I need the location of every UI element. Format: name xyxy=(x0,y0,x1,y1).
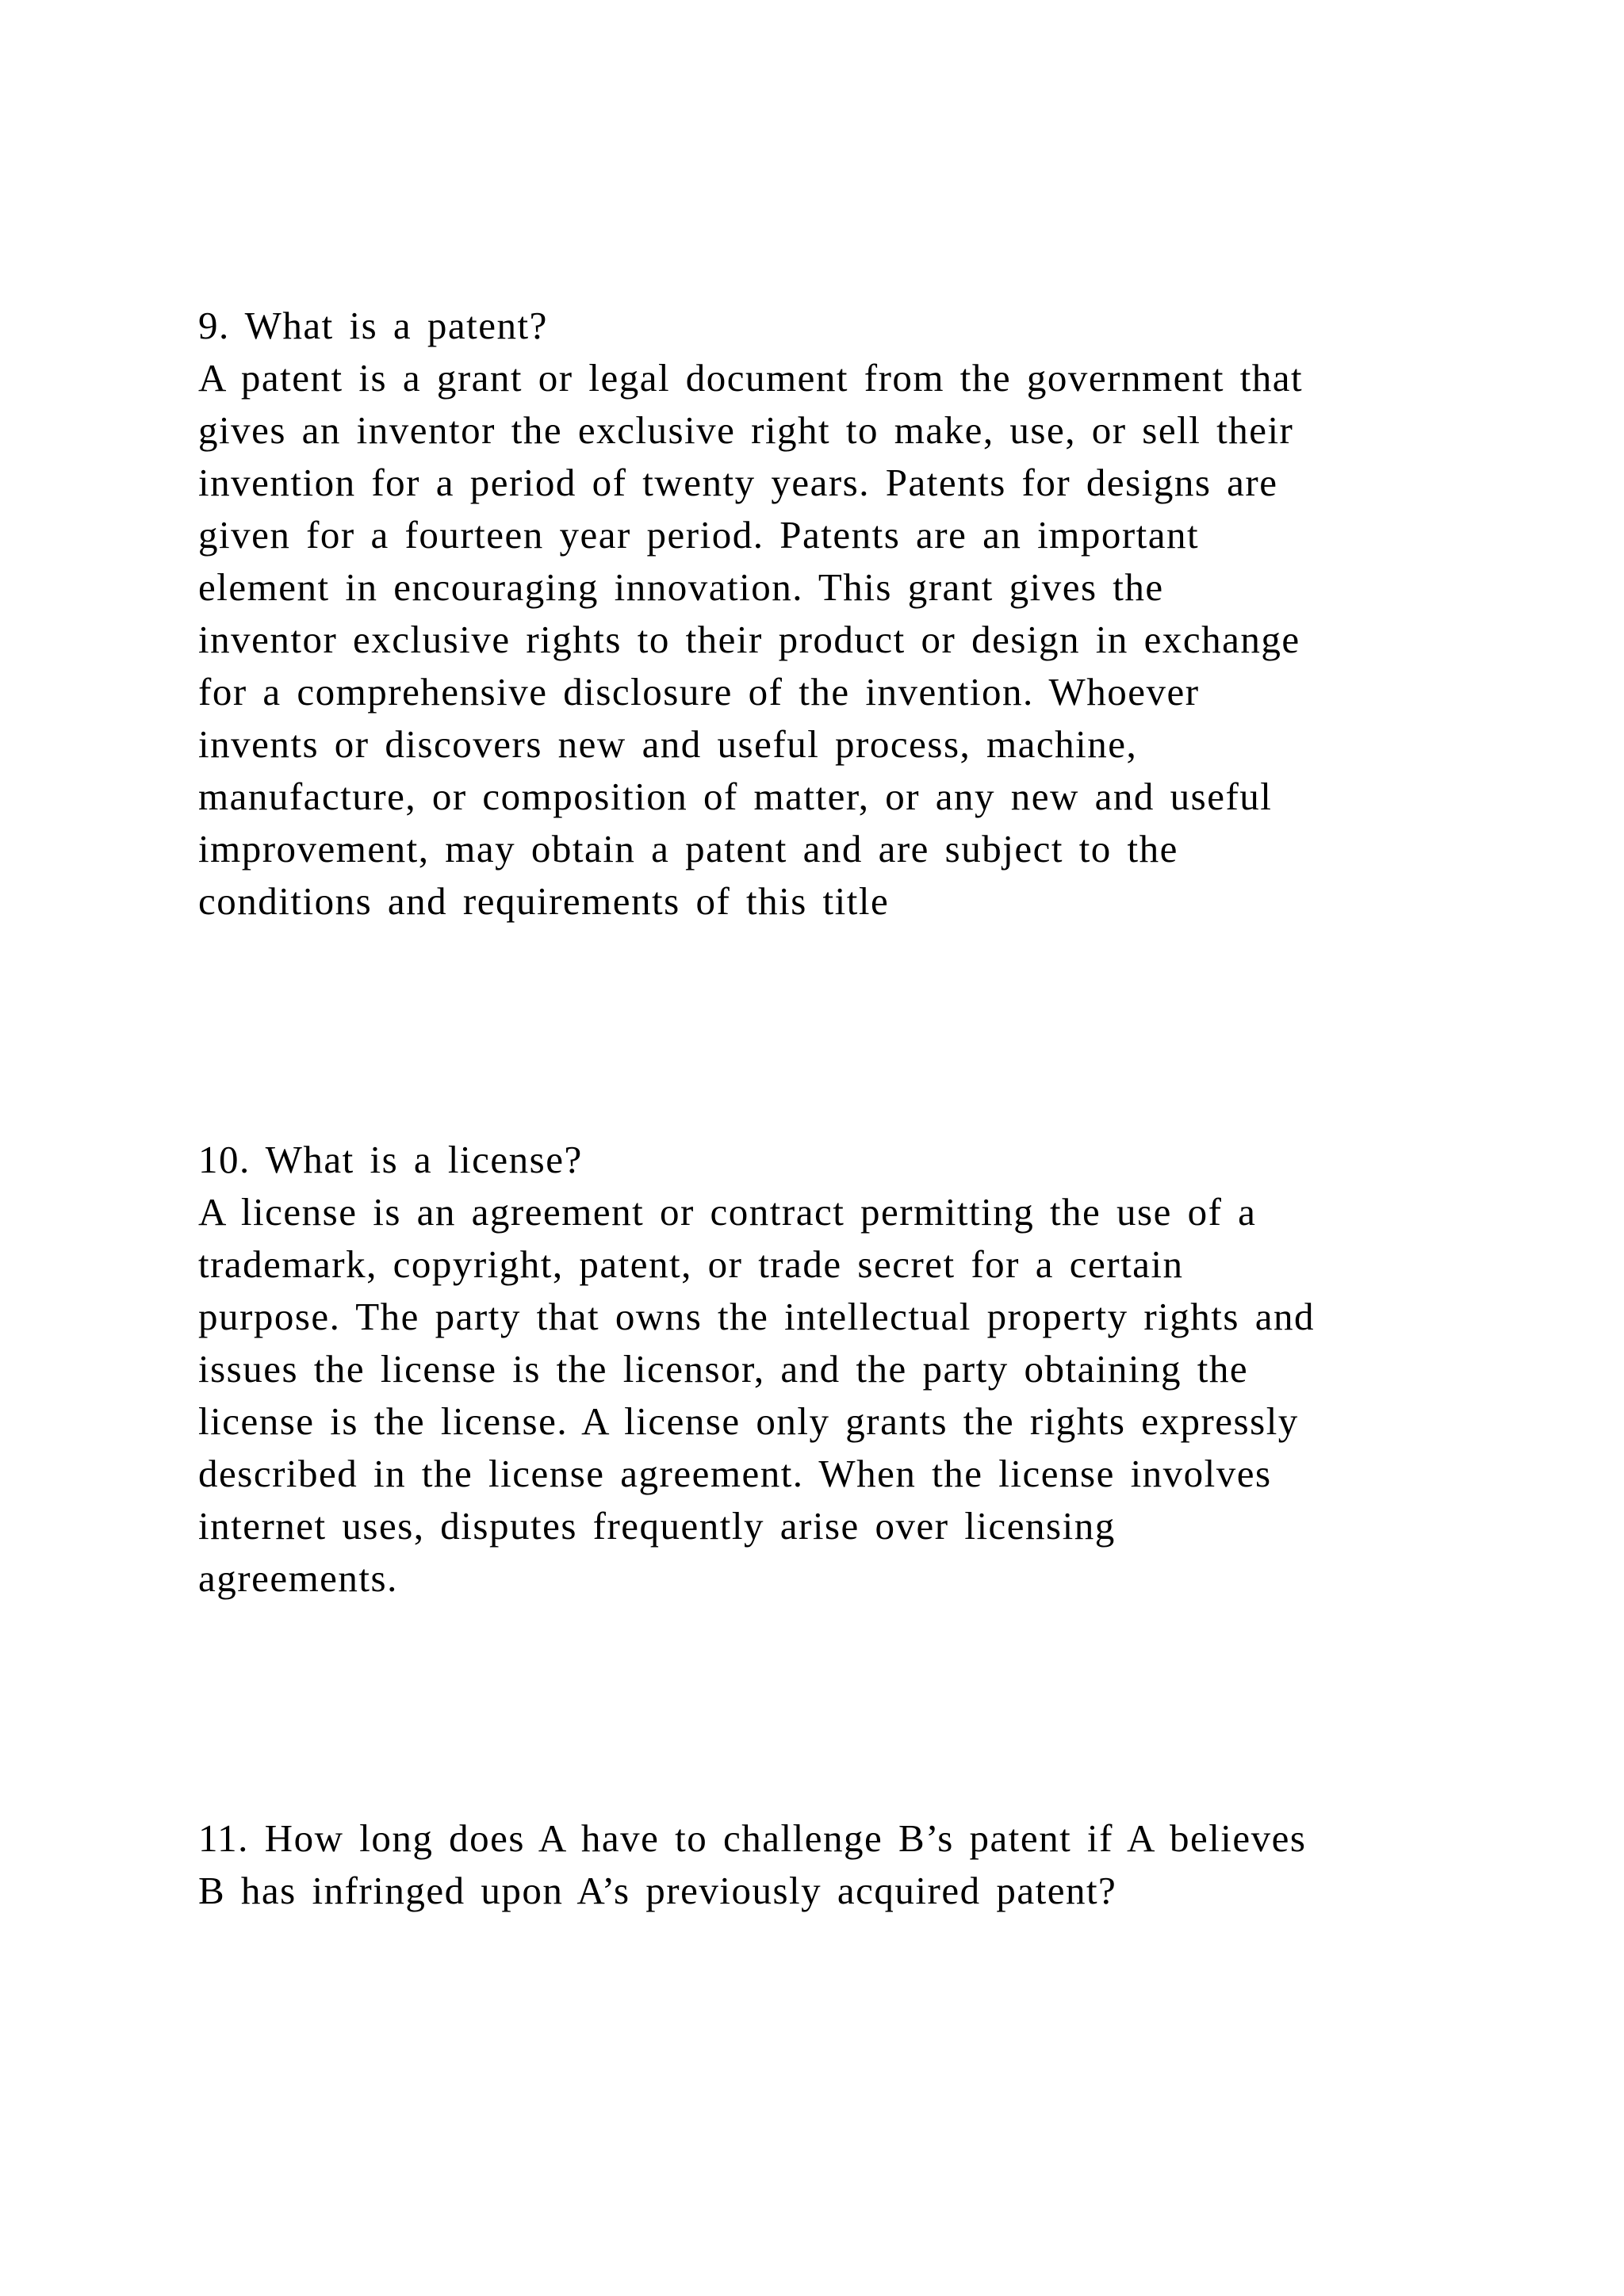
answer-10-line: agreements. xyxy=(198,1556,398,1600)
answer-9-line: gives an inventor the exclusive right to make, use, or sell their xyxy=(198,408,1294,452)
answer-10-line: described in the license agreement. When the license involves xyxy=(198,1452,1272,1495)
answer-10-line: issues the license is the licensor, and the party obtaining the xyxy=(198,1347,1249,1391)
question-11-section xyxy=(198,1812,1435,1917)
answer-10-line: internet uses, disputes frequently arise over licensing xyxy=(198,1504,1116,1548)
question-9-section xyxy=(198,300,1435,928)
answer-10-line: trademark, copyright, patent, or trade secret for a certain xyxy=(198,1242,1184,1286)
answer-9-line: conditions and requirements of this title xyxy=(198,879,890,923)
answer-9-line: given for a fourteen year period. Patents are an important xyxy=(198,513,1200,557)
answer-9-line: invention for a period of twenty years. Patents for designs are xyxy=(198,461,1278,504)
question-11-heading-line: 11. How long does A have to challenge B’s patent if A believes xyxy=(198,1816,1307,1860)
answer-9-line: improvement, may obtain a patent and are subject to the xyxy=(198,827,1178,871)
answer-9-line: element in encouraging innovation. This grant gives the xyxy=(198,565,1164,609)
question-10-section xyxy=(198,1134,1435,1605)
answer-9-line: A patent is a grant or legal document from the government that xyxy=(198,356,1304,400)
question-9-heading: 9. What is a patent? xyxy=(198,304,548,347)
answer-9-line: inventor exclusive rights to their product or design in exchange xyxy=(198,618,1300,661)
question-11-heading-line: B has infringed upon A’s previously acquired patent? xyxy=(198,1869,1117,1912)
answer-9-line: manufacture, or composition of matter, or any new and useful xyxy=(198,775,1273,818)
answer-10-line: license is the license. A license only grants the rights expressly xyxy=(198,1399,1299,1443)
answer-9-line: for a comprehensive disclosure of the invention. Whoever xyxy=(198,670,1200,714)
answer-9-line: invents or discovers new and useful process, machine, xyxy=(198,722,1138,766)
question-10-heading: 10. What is a license? xyxy=(198,1138,583,1181)
answer-10-line: A license is an agreement or contract permitting the use of a xyxy=(198,1190,1257,1234)
answer-10-line: purpose. The party that owns the intellectual property rights and xyxy=(198,1295,1315,1338)
